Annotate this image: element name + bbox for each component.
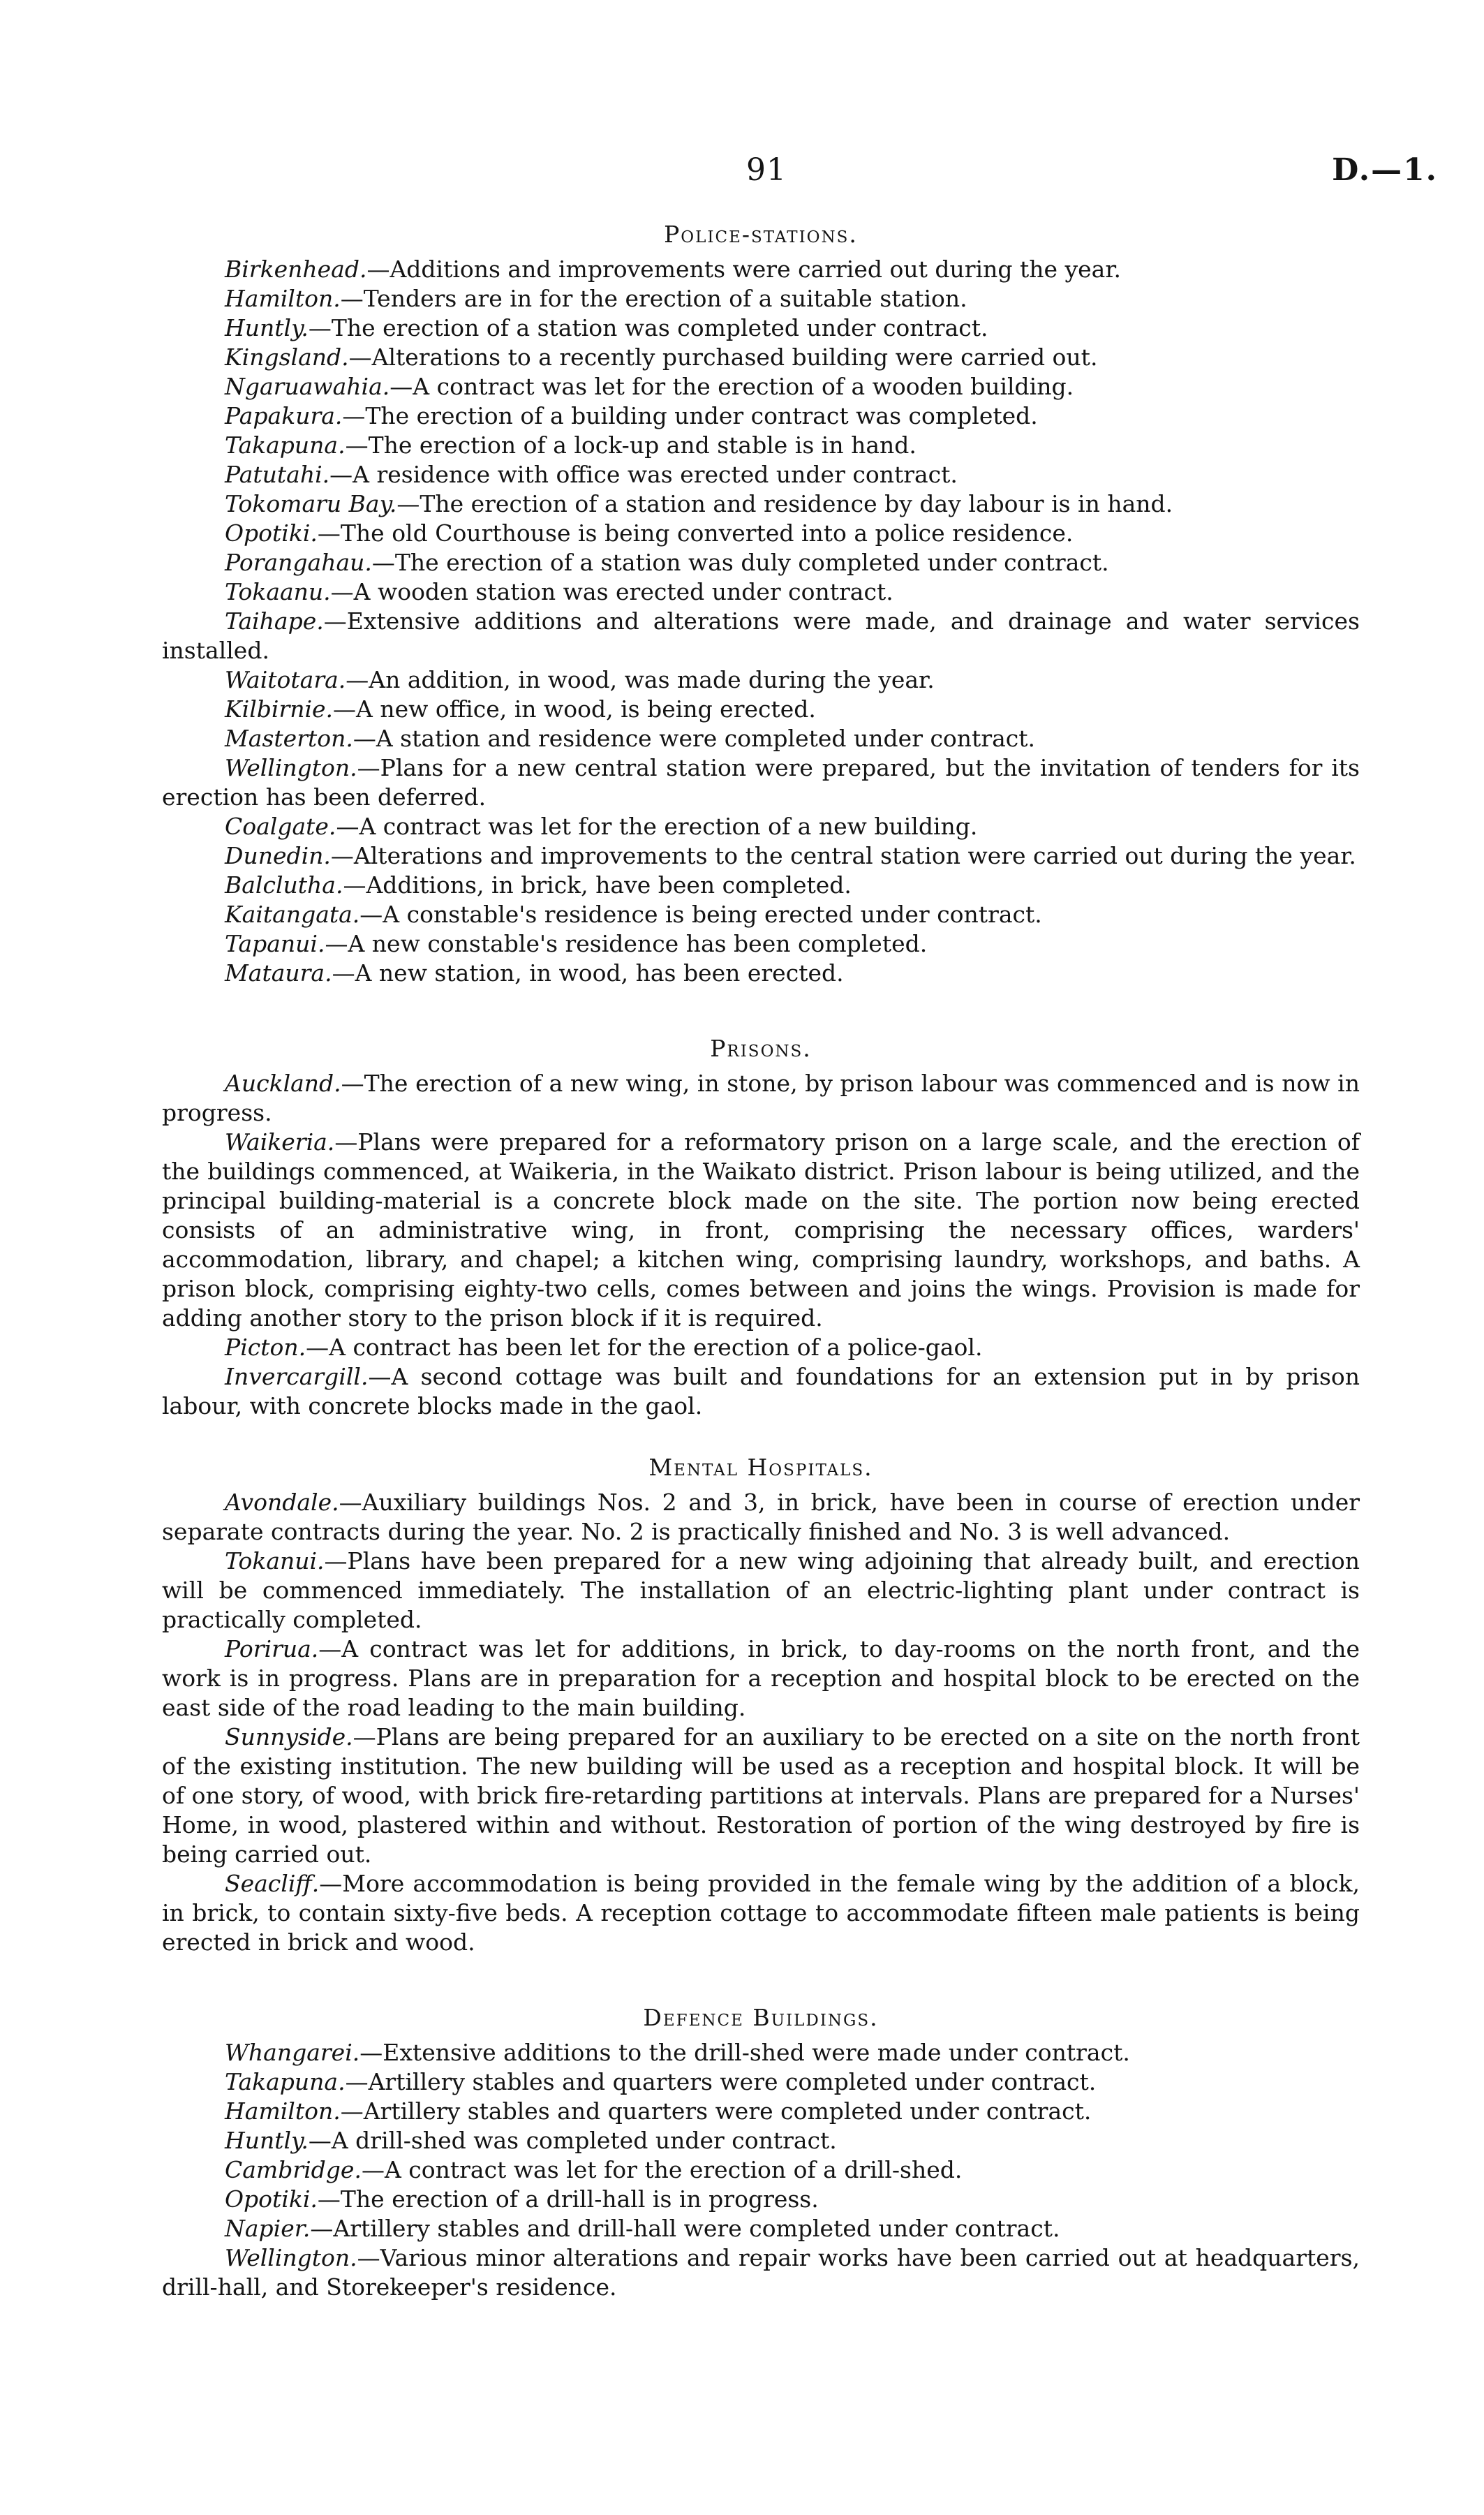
entry-text: —Artillery stables and drill-hall were completed under contract. — [310, 2215, 1060, 2242]
entry-text: —Various minor alterations and repair works have been carried out at headquarters, drill-hall, and Storekeeper's residence. — [162, 2244, 1360, 2301]
entry-place: Opotiki. — [225, 2185, 318, 2213]
section-spacer — [162, 1957, 1360, 2003]
entry-paragraph — [162, 959, 1360, 988]
entry-paragraph — [162, 2067, 1360, 2097]
entry-paragraph — [162, 401, 1360, 431]
entry-paragraph — [162, 460, 1360, 489]
entry-text: —Extensive additions and alterations were made, and drainage and water services installed. — [162, 607, 1360, 664]
entry-paragraph — [162, 1128, 1360, 1333]
entry-place: Birkenhead. — [225, 256, 367, 283]
entry-text: —Plans are being prepared for an auxiliary to be erected on a site on the north front of the existing institution. The new building will be used as a reception and hospital block. It will be of one story, of wood, with brick fire-retarding partitions at intervals. Plans are prepared for a Nurses' Home, in wood, plastered within and without. Restoration of portion of the wing destroyed by fire is being carried out. — [162, 1723, 1360, 1868]
entry-place: Waitotara. — [225, 666, 346, 693]
section-spacer — [162, 1421, 1360, 1453]
entry-text: —The erection of a new wing, in stone, by prison labour was commenced and is now in progress. — [162, 1070, 1360, 1126]
entry-text: —A contract was let for the erection of a wooden building. — [389, 373, 1074, 400]
entry-place: Opotiki. — [225, 519, 318, 547]
entry-place: Tokaanu. — [225, 578, 331, 605]
entry-text: —A contract was let for the erection of a new building. — [336, 813, 978, 840]
entry-text: —Plans were prepared for a reformatory prison on a large scale, and the erection of the buildings commenced, at Waikeria, in the Waikato district. Prison labour is being utilized, and the principal building-material is a concrete block made on the site. The portion now being erected consists of an administrative wing, in front, comprising the necessary offices, warders' accommodation, library, and chapel; a kitchen wing, comprising laundry, workshops, and baths. A prison block, comprising eighty-two cells, comes between and joins the wings. Provision is made for adding another story to the prison block if it is required. — [162, 1128, 1360, 1332]
entry-place: Wellington. — [225, 754, 357, 781]
entry-place: Patutahi. — [225, 461, 330, 488]
entry-text: —A new constable's residence has been completed. — [325, 930, 928, 957]
entry-place: Avondale. — [225, 1489, 339, 1516]
entry-text: —Plans have been prepared for a new wing adjoining that already built, and erection will be commenced immediately. The installation of an electric-lighting plant under contract is practically completed. — [162, 1547, 1360, 1633]
entry-paragraph — [162, 695, 1360, 724]
entry-place: Tokanui. — [225, 1547, 325, 1574]
entry-paragraph — [162, 372, 1360, 401]
entry-text: —Additions, in brick, have been completed. — [343, 871, 852, 899]
entry-place: Balclutha. — [225, 871, 343, 899]
entry-place: Seacliff. — [225, 1870, 320, 1897]
entry-place: Kaitangata. — [225, 901, 360, 928]
entry-text: —A drill-shed was completed under contract. — [308, 2127, 837, 2154]
entry-text: —Plans for a new central station were prepared, but the invitation of tenders for its erection has been deferred. — [162, 754, 1360, 811]
entry-paragraph — [162, 900, 1360, 929]
entry-place: Tapanui. — [225, 930, 325, 957]
entry-text: —Additions and improvements were carried out during the year. — [366, 256, 1121, 283]
entry-paragraph — [162, 929, 1360, 959]
entry-paragraph — [162, 2185, 1360, 2214]
entry-paragraph — [162, 753, 1360, 812]
entry-paragraph — [162, 871, 1360, 900]
entry-text: —A wooden station was erected under contract. — [330, 578, 893, 605]
entry-place: Huntly. — [225, 314, 309, 341]
entry-place: Ngaruawahia. — [225, 373, 390, 400]
entry-text: —A contract has been let for the erection of a police-gaol. — [306, 1334, 983, 1361]
entry-text: —Artillery stables and quarters were completed under contract. — [345, 2068, 1097, 2095]
entry-paragraph — [162, 343, 1360, 372]
section-defence-buildings — [162, 2003, 1360, 2302]
entry-paragraph — [162, 255, 1360, 284]
entry-text: —A new station, in wood, has been erected. — [332, 959, 844, 987]
entry-place: Huntly. — [225, 2127, 309, 2154]
entry-paragraph — [162, 607, 1360, 665]
entry-paragraph — [162, 284, 1360, 314]
entry-place: Invercargill. — [225, 1363, 369, 1390]
entry-paragraph — [162, 2155, 1360, 2185]
entry-place: Masterton. — [225, 725, 353, 752]
section-police-stations — [162, 220, 1360, 988]
entry-text: —The erection of a drill-hall is in progress. — [317, 2185, 819, 2213]
entry-text: —A new office, in wood, is being erected. — [333, 695, 816, 723]
entry-place: Coalgate. — [225, 813, 336, 840]
entry-place: Cambridge. — [225, 2156, 362, 2183]
entry-paragraph — [162, 841, 1360, 871]
entry-text: —A contract was let for additions, in brick, to day-rooms on the north front, and the work is in progress. Plans are in preparation for a reception and hospital block to be erected on the east side of the road leading to the main building. — [162, 1635, 1360, 1721]
page-body — [162, 220, 1360, 2302]
entry-paragraph — [162, 812, 1360, 841]
entry-place: Picton. — [225, 1334, 306, 1361]
entry-paragraph — [162, 489, 1360, 519]
entry-text: —More accommodation is being provided in the female wing by the addition of a block, in brick, to contain sixty-five beds. A reception cottage to accommodate fifteen male patients is being erected in brick and wood. — [162, 1870, 1360, 1956]
entry-text: —The erection of a lock-up and stable is in hand. — [345, 432, 917, 459]
entry-text: —A contract was let for the erection of a drill-shed. — [361, 2156, 963, 2183]
entry-place: Mataura. — [225, 959, 332, 987]
entry-paragraph — [162, 1069, 1360, 1128]
entry-paragraph — [162, 2214, 1360, 2243]
entry-place: Hamilton. — [225, 2097, 341, 2125]
entry-place: Napier. — [225, 2215, 311, 2242]
section-heading: Prisons. — [710, 1035, 812, 1062]
entry-paragraph — [162, 665, 1360, 695]
entry-place: Porangahau. — [225, 549, 372, 576]
page-number: 91 — [746, 152, 787, 188]
entry-paragraph — [162, 2243, 1360, 2302]
section-prisons — [162, 1034, 1360, 1421]
section-spacer — [162, 988, 1360, 1034]
entry-place: Waikeria. — [225, 1128, 335, 1156]
entry-paragraph — [162, 2038, 1360, 2067]
entry-paragraph — [162, 2126, 1360, 2155]
entry-paragraph — [162, 1723, 1360, 1869]
entry-text: —An addition, in wood, was made during the year. — [346, 666, 935, 693]
entry-place: Whangarei. — [225, 2039, 360, 2066]
entry-text: —A constable's residence is being erected under contract. — [359, 901, 1042, 928]
entry-paragraph — [162, 314, 1360, 343]
section-mental-hospitals — [162, 1453, 1360, 1957]
entry-paragraph — [162, 1869, 1360, 1957]
entry-place: Auckland. — [225, 1070, 341, 1097]
entry-paragraph — [162, 1635, 1360, 1723]
entry-place: Porirua. — [225, 1635, 319, 1662]
entry-text: —Extensive additions to the drill-shed were made under contract. — [359, 2039, 1130, 2066]
entry-place: Hamilton. — [225, 285, 341, 312]
entry-place: Takapuna. — [225, 432, 346, 459]
entry-place: Kilbirnie. — [225, 695, 334, 723]
entry-paragraph — [162, 519, 1360, 548]
entry-paragraph — [162, 1547, 1360, 1635]
entry-paragraph — [162, 577, 1360, 607]
entry-text: —Alterations and improvements to the central station were carried out during the year. — [330, 842, 1356, 869]
entry-text: —The erection of a station and residence by day labour is in hand. — [396, 490, 1173, 517]
entry-paragraph — [162, 2097, 1360, 2126]
entry-text: —The erection of a station was completed under contract. — [308, 314, 988, 341]
entry-paragraph — [162, 431, 1360, 460]
entry-text: —The erection of a station was duly completed under contract. — [371, 549, 1109, 576]
entry-place: Wellington. — [225, 2244, 357, 2271]
entry-place: Takapuna. — [225, 2068, 346, 2095]
entry-text: —A station and residence were completed under contract. — [353, 725, 1036, 752]
entry-text: —A second cottage was built and foundations for an extension put in by prison labour, with concrete blocks made in the gaol. — [162, 1363, 1360, 1419]
entry-text: —The erection of a building under contract was completed. — [342, 402, 1038, 429]
section-heading: Mental Hospitals. — [648, 1454, 873, 1481]
entry-text: —The old Courthouse is being converted into a police residence. — [317, 519, 1074, 547]
entry-place: Sunnyside. — [225, 1723, 353, 1750]
entry-paragraph — [162, 1362, 1360, 1421]
document-reference: D.—1. — [1332, 152, 1438, 188]
section-heading: Defence Buildings. — [643, 2004, 879, 2031]
entry-text: —Tenders are in for the erection of a suitable station. — [340, 285, 967, 312]
entry-text: —Artillery stables and quarters were completed under contract. — [340, 2097, 1092, 2125]
entry-text: —A residence with office was erected under contract. — [329, 461, 958, 488]
entry-text: —Alterations to a recently purchased building were carried out. — [348, 344, 1098, 371]
entry-place: Papakura. — [225, 402, 343, 429]
section-heading: Police-stations. — [664, 221, 858, 248]
entry-place: Tokomaru Bay. — [225, 490, 397, 517]
entry-text: —Auxiliary buildings Nos. 2 and 3, in brick, have been in course of erection under separate contracts during the year. No. 2 is practically finished and No. 3 is well advanced. — [162, 1489, 1360, 1545]
entry-paragraph — [162, 1333, 1360, 1362]
entry-paragraph — [162, 724, 1360, 753]
entry-paragraph — [162, 548, 1360, 577]
entry-place: Dunedin. — [225, 842, 331, 869]
entry-place: Kingsland. — [225, 344, 349, 371]
entry-place: Taihape. — [225, 607, 324, 635]
entry-paragraph — [162, 1488, 1360, 1547]
